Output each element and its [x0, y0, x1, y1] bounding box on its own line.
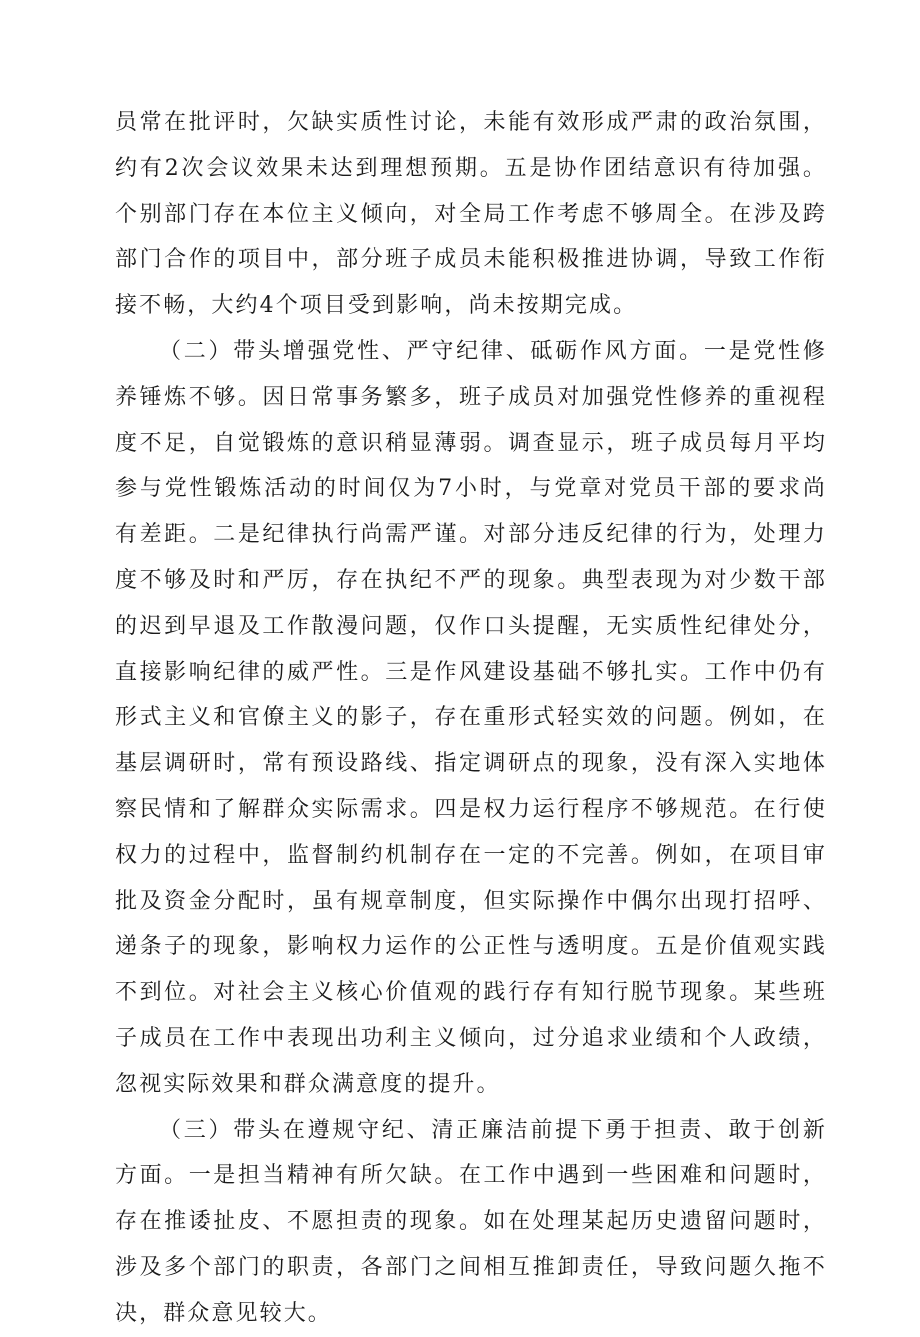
- document-body: [115, 100, 827, 1337]
- paragraph-section-three: （三）带头在遵规守纪、清正廉洁前提下勇于担责、敢于创新方面。一是担当精神有所欠缺。在工作中遇到一些困难和问题时，存在推诿扯皮、不愿担责的现象。如在处理某起历史遗留问题时，涉及多个部门的职责，各部门之间相互推卸责任，导致问题久拖不决，群众意见较大。: [115, 1117, 827, 1326]
- paragraph-section-two: （二）带头增强党性、严守纪律、砥砺作风方面。一是党性修养锤炼不够。因日常事务繁多，班子成员对加强党性修养的重视程度不足，自觉锻炼的意识稍显薄弱。调查显示，班子成员每月平均参与党性锻炼活动的时间仅为7小时，与党章对党员干部的要求尚有差距。二是纪律执行尚需严谨。对部分违反纪律的行为，处理力度不够及时和严厉，存在执纪不严的现象。典型表现为对少数干部的迟到早退及工作散漫问题，仅作口头提醒，无实质性纪律处分，直接影响纪律的威严性。三是作风建设基础不够扎实。工作中仍有形式主义和官僚主义的影子，存在重形式轻实效的问题。例如，在基层调研时，常有预设路线、指定调研点的现象，没有深入实地体察民情和了解群众实际需求。四是权力运行程序不够规范。在行使权力的过程中，监督制约机制存在一定的不完善。例如，在项目审批及资金分配时，虽有规章制度，但实际操作中偶尔出现打招呼、递条子的现象，影响权力运作的公正性与透明度。五是价值观实践不到位。对社会主义核心价值观的践行存有知行脱节现象。某些班子成员在工作中表现出功利主义倾向，过分追求业绩和个人政绩，忽视实际效果和群众满意度的提升。: [115, 338, 827, 1097]
- paragraph-continuation: 员常在批评时，欠缺实质性讨论，未能有效形成严肃的政治氛围，约有2次会议效果未达到理想预期。五是协作团结意识有待加强。个别部门存在本位主义倾向，对全局工作考虑不够周全。在涉及跨部门合作的项目中，部分班子成员未能积极推进协调，导致工作衔接不畅，大约4个项目受到影响，尚未按期完成。: [115, 110, 827, 319]
